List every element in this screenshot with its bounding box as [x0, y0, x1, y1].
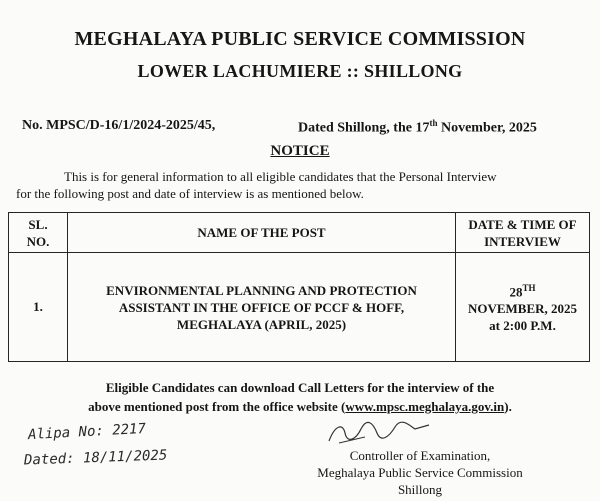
signatory-block: [240, 447, 600, 498]
row-post-name: [68, 253, 456, 362]
issue-date-sup: th: [429, 118, 438, 128]
issue-date-suffix: November, 2025: [437, 120, 537, 136]
download-line2-suffix: ).: [504, 399, 512, 414]
reference-number: No. MPSC/D-16/1/2024-2025/45,: [22, 118, 216, 133]
handwritten-dispatch-date: Dated: 18/11/2025: [23, 447, 168, 469]
signatory-organization: Meghalaya Public Service Commission: [317, 465, 523, 480]
header-date-time: [456, 213, 590, 253]
issue-date-prefix: Dated Shillong, the 17: [298, 120, 430, 136]
header-sl-line2: NO.: [26, 233, 50, 249]
post-line3: MEGHALAYA (APRIL, 2025): [176, 316, 347, 332]
download-instructions: [0, 378, 600, 416]
header-sl-no: [9, 213, 68, 253]
handwritten-dispatch-number: Alipa No: 2217: [27, 420, 147, 444]
download-line2-prefix: above mentioned post from the office website (: [88, 399, 346, 414]
intro-line-2: for the following post and date of interview is as mentioned below.: [16, 186, 364, 201]
signature-scribble: [325, 419, 445, 445]
post-line2: ASSISTANT IN THE OFFICE OF PCCF & HOFF,: [118, 299, 405, 315]
signatory-title: Controller of Examination,: [349, 448, 491, 463]
organization-title: MEGHALAYA PUBLIC SERVICE COMMISSION: [74, 28, 526, 50]
header-post-name: NAME OF THE POST: [68, 213, 456, 253]
intro-line-1: This is for general information to all eligible candidates that the Personal Interview: [64, 169, 497, 184]
download-line1: Eligible Candidates can download Call Letters for the interview of the: [105, 380, 495, 395]
date-day: 28: [509, 284, 523, 300]
table-row: [9, 253, 590, 362]
header-sl-line1: SL.: [28, 216, 48, 232]
issue-date: [298, 118, 537, 137]
date-time: at 2:00 P.M.: [489, 318, 556, 334]
date-month-year: NOVEMBER, 2025: [467, 301, 578, 317]
header-date-line1: DATE & TIME OF: [468, 216, 577, 232]
interview-schedule-table: [8, 212, 590, 362]
header-date-line2: INTERVIEW: [484, 233, 561, 249]
website-link[interactable]: www.mpsc.meghalaya.gov.in: [345, 399, 505, 414]
signature: [325, 419, 445, 445]
notice-heading: NOTICE: [270, 143, 330, 159]
organization-address: LOWER LACHUMIERE :: SHILLONG: [137, 61, 463, 81]
row-interview-date: [456, 253, 590, 362]
date-day-sup: TH: [522, 282, 536, 293]
notice-intro: [16, 168, 592, 202]
table-header-row: [9, 213, 590, 253]
row-sl-no: 1.: [9, 253, 68, 362]
signatory-location: Shillong: [397, 482, 443, 497]
post-line1: ENVIRONMENTAL PLANNING AND PROTECTION: [106, 282, 417, 298]
